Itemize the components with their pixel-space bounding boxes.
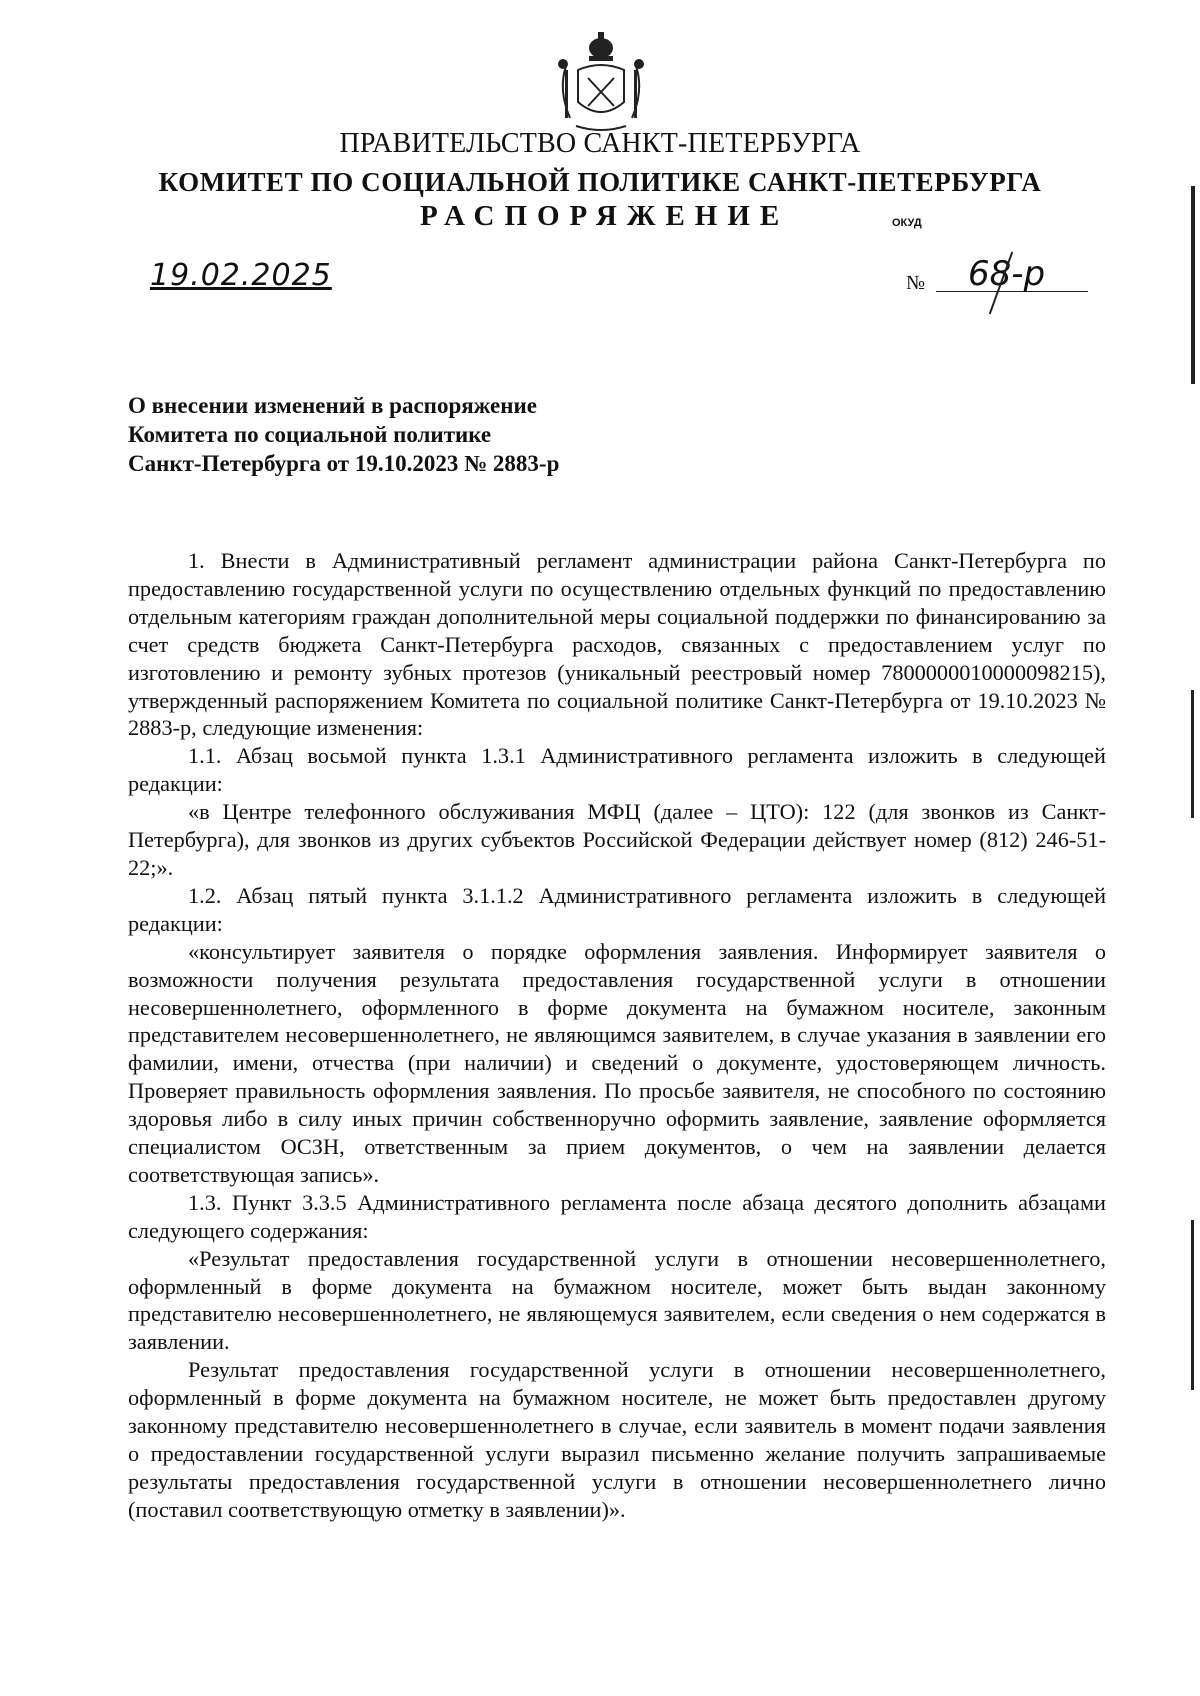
document-number: 68-р	[968, 254, 1046, 294]
body-paragraph: 1.2. Абзац пятый пункта 3.1.1.2 Административного регламента изложить в следующей редакции:	[128, 882, 1106, 936]
body-paragraph: 1. Внести в Административный регламент администрации района Санкт-Петербурга по предоставлению государственной услуги по осуществлению отдельных функций по предоставлению отдельным категориям граждан дополнительной меры социальной поддержки по финансированию за счет средств бюджета Санкт-Петербурга расходов, связанных с предоставлением услуг по изготовлению и ремонту зубных протезов (уникальный реестровый номер 7800000010000098215), утвержденный распоряжением Комитета по социальной политике Санкт-Петербурга от 19.10.2023 № 2883-р, следующие изменения:	[128, 548, 1106, 741]
subject-line: Комитета по социальной политике	[128, 422, 492, 447]
body-paragraph: «Результат предоставления государственной услуги в отношении несовершеннолетнего, оформленный в форме документа на бумажном носителе, может быть выдан законному представителю несовершеннолетнего, не являющемуся заявителем, если сведения о нем содержатся в заявлении.	[128, 1245, 1106, 1355]
scan-edge-mark	[1191, 186, 1195, 384]
coat-of-arms-emblem	[548, 30, 654, 135]
government-title: ПРАВИТЕЛЬСТВО САНКТ-ПЕТЕРБУРГА	[339, 128, 861, 159]
number-label: №	[906, 272, 926, 294]
body-paragraph: Результат предоставления государственной услуги в отношении несовершеннолетнего, оформленный в форме документа на бумажном носителе, не может быть предоставлен другому законному представителю несовершеннолетнего в случае, если заявитель в момент подачи заявления о предоставлении государственной услуги выразил письменно желание получить запрашиваемые результаты предоставления государственной услуги в отношении несовершеннолетнего лично (поставил соответствующую отметку в заявлении)».	[128, 1357, 1106, 1522]
scan-edge-mark	[1191, 1220, 1194, 1390]
document-subject	[128, 391, 559, 478]
body-paragraph: «в Центре телефонного обслуживания МФЦ (далее – ЦТО): 122 (для звонков из Санкт-Петербурга), для звонков из других субъектов Российской Федерации действует номер (812) 246-51-22;».	[128, 799, 1106, 880]
document-body	[128, 547, 1106, 1524]
body-paragraph: «консультирует заявителя о порядке оформления заявления. Информирует заявителя о возможности получения результата предоставления государственной услуги в отношении несовершеннолетнего, оформленного в форме документа на бумажном носителе, законным представителем несовершеннолетнего, не являющимся заявителем, в случае указания в заявлении его фамилии, имени, отчества (при наличии) и сведений о документе, удостоверяющем личность. Проверяет правильность оформления заявления. По просьбе заявителя, не способного по состоянию здоровья либо в силу иных причин собственноручно оформить заявление, заявление оформляется специалистом ОСЗН, ответственным за прием документов, о чем на заявлении делается соответствующая запись».	[128, 938, 1106, 1187]
subject-line: О внесении изменений в распоряжение	[128, 393, 537, 418]
body-paragraph: 1.3. Пункт 3.3.5 Административного регламента после абзаца десятого дополнить абзацами следующего содержания:	[128, 1189, 1106, 1243]
okud-label: ОКУД	[892, 217, 922, 229]
body-paragraph: 1.1. Абзац восьмой пункта 1.3.1 Административного регламента изложить в следующей редакции:	[128, 743, 1106, 797]
document-date: 19.02.2025	[150, 258, 332, 293]
scan-edge-mark	[1191, 690, 1194, 818]
subject-line: Санкт-Петербурга от 19.10.2023 № 2883-р	[128, 451, 560, 476]
document-type-title: РАСПОРЯЖЕНИЕ	[420, 200, 790, 232]
committee-title: КОМИТЕТ ПО СОЦИАЛЬНОЙ ПОЛИТИКЕ САНКТ-ПЕТЕРБУРГА	[158, 167, 1042, 197]
